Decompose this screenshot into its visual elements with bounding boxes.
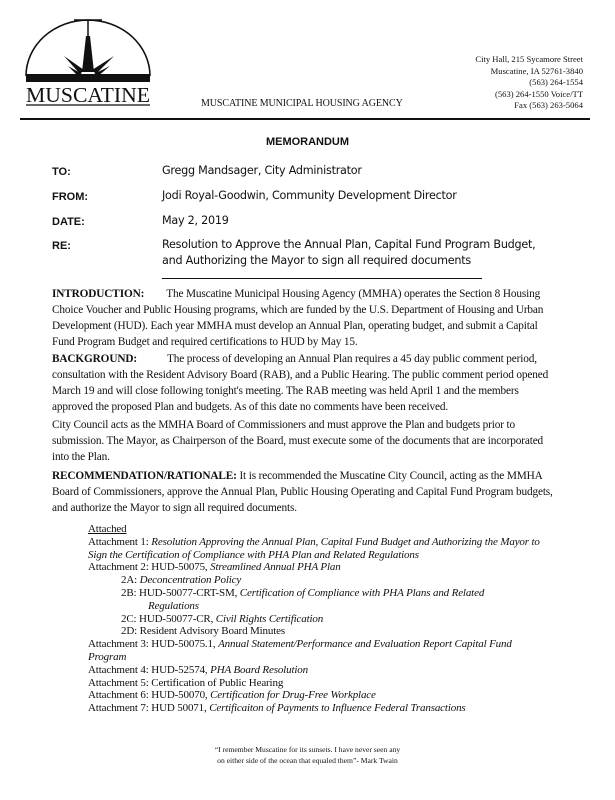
attachment-subitem: 2A: Deconcentration Policy <box>121 574 242 587</box>
phone-line: (563) 264-1554 <box>529 77 583 88</box>
fax-line: Fax (563) 263-5064 <box>514 100 583 111</box>
recommendation-label: RECOMMENDATION/RATIONALE: <box>52 470 237 482</box>
background-paragraph <box>52 351 612 415</box>
attachment-item: Attachment 5: Certification of Public Hearing <box>88 676 284 689</box>
memo-title: MEMORANDUM <box>265 136 350 148</box>
text-line: and authorize the Mayor to sign all required documents. <box>52 502 297 514</box>
attachment-item: Attachment 6: HUD-50070, Certification for Drug-Free Workplace <box>88 689 376 702</box>
to-label: TO: <box>52 166 71 178</box>
quote-line: on either side of the ocean that equaled them”- Mark Twain <box>217 756 398 765</box>
intro-label: INTRODUCTION: <box>52 288 145 300</box>
re-line: and Authorizing the Mayor to sign all required documents <box>162 254 471 267</box>
re-line: Resolution to Approve the Annual Plan, Capital Fund Program Budget, <box>162 238 536 251</box>
attachment-item: Attachment 7: HUD 50071, Certificaiton of Payments to Influence Federal Transactions <box>88 702 466 715</box>
address-line: Muscatine, IA 52761-3840 <box>490 65 583 76</box>
text-line: Choice Voucher and Public Housing programs, which are funded by the U.S. Department of Housing and Urban <box>52 304 544 316</box>
text-line: City Council acts as the MMHA Board of Commissioners and must approve the Plan and budgets prior to <box>52 419 516 431</box>
from-label: FROM: <box>52 191 89 203</box>
text-line: Board of Commissioners, approve the Annual Plan, Public Housing Operating and Capital Fund Program budgets, <box>52 486 553 498</box>
attachment-subitem: 2C: HUD-50077-CR, Civil Rights Certification <box>121 612 324 625</box>
text-line: The Muscatine Municipal Housing Agency (MMHA) operates the Section 8 Housing <box>166 288 541 300</box>
background-label: BACKGROUND: <box>52 353 137 365</box>
attachment-item: Attachment 1: Resolution Approving the Annual Plan, Capital Fund Budget and Authorizing the Mayor to <box>88 535 540 548</box>
recommendation-paragraph <box>52 468 612 516</box>
text-line: submission. The Mayor, as Chairperson of the Board, must execute some of the documents that are incorporated <box>52 435 544 447</box>
text-line: March 19 and will close following tonight's meeting. The RAB meeting was held April 1 and the members <box>52 385 519 397</box>
attachments-heading: Attached <box>88 523 127 535</box>
to-value: Gregg Mandsager, City Administrator <box>162 164 362 177</box>
text-line: consultation with the Resident Advisory Board (RAB), and a Public Hearing. The public comment period opened <box>52 369 549 381</box>
text-line: approved the proposed Plan and budgets. As of this date no comments have been received. <box>52 401 449 413</box>
text-line: It is recommended the Muscatine City Council, acting as the MMHA <box>239 470 543 482</box>
address-line: City Hall, 215 Sycamore Street <box>475 54 583 64</box>
attachment-item: Attachment 3: HUD-50075.1, Annual Statement/Performance and Evaluation Report Capital Fund <box>88 638 512 651</box>
date-value: May 2, 2019 <box>162 214 229 227</box>
re-divider <box>162 278 482 279</box>
attachment-item-cont: Sign the Certification of Compliance with PHA Plan and Related Regulations <box>88 548 419 561</box>
text-line: Development (HUD). Each year MMHA must develop an Annual Plan, operating budget, and submit a Capital <box>52 320 538 332</box>
re-value <box>162 237 535 269</box>
muscatine-logo <box>18 16 158 108</box>
address-block <box>420 54 583 112</box>
attachment-item-cont: Program <box>88 650 127 663</box>
attachment-item: Attachment 4: HUD-52574, PHA Board Resolution <box>88 663 308 676</box>
date-label: DATE: <box>52 216 85 228</box>
header-divider <box>20 118 590 120</box>
re-label: RE: <box>52 240 71 252</box>
svg-text:MUSCATINE: MUSCATINE <box>26 83 150 107</box>
agency-name: MUSCATINE MUNICIPAL HOUSING AGENCY <box>201 98 403 109</box>
from-value: Jodi Royal-Goodwin, Community Development Director <box>162 189 457 202</box>
attachment-subitem: 2D: Resident Advisory Board Minutes <box>121 625 286 638</box>
text-line: The process of developing an Annual Plan requires a 45 day public comment period, <box>166 353 537 365</box>
introduction-paragraph <box>52 286 612 350</box>
footer-quote <box>0 744 615 766</box>
council-paragraph <box>52 417 612 465</box>
text-line: Fund Program Budget and required certifications to HUD by May 15. <box>52 336 358 348</box>
attachments-list <box>88 523 540 715</box>
quote-line: “I remember Muscatine for its sunsets. I have never seen any <box>214 745 401 754</box>
text-line: into the Plan. <box>52 451 110 463</box>
phone-line: (563) 264-1550 Voice/TT <box>495 88 583 99</box>
attachment-subitem: 2B: HUD-50077-CRT-SM, Certification of Compliance with PHA Plans and Related <box>121 586 485 599</box>
attachment-subitem-cont: Regulations <box>148 599 199 612</box>
attachment-item: Attachment 2: HUD-50075, Streamlined Annual PHA Plan <box>88 561 341 574</box>
